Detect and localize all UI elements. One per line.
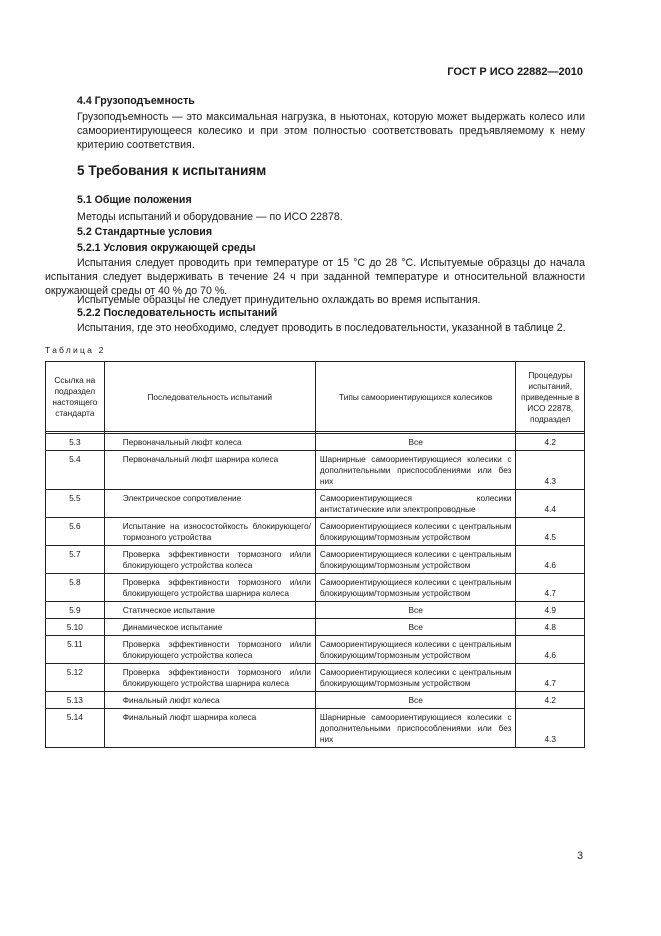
row-ref: 5.13 <box>46 692 105 709</box>
row-sequence: Электрическое сопротивление <box>104 490 315 518</box>
row-procedure: 4.2 <box>516 692 585 709</box>
section-4-4-heading: 4.4 Грузоподъемность <box>77 95 195 107</box>
row-procedure: 4.5 <box>516 518 585 546</box>
test-sequence-table <box>45 361 585 748</box>
row-procedure: 4.3 <box>516 451 585 490</box>
row-sequence: Проверка эффективности тормозного и/или блокирующего устройства колеса <box>104 636 315 664</box>
row-types: Шарнирные самоориентирующиеся колесики с дополнительными приспособлениями или без них <box>315 451 516 490</box>
row-ref: 5.14 <box>46 709 105 748</box>
row-types: Самоориентирующиеся колесики с центральным блокирующим/тормозным устройством <box>315 518 516 546</box>
row-procedure: 4.9 <box>516 602 585 619</box>
table-row <box>46 546 585 574</box>
table-row <box>46 518 585 546</box>
row-sequence: Финальный люфт шарнира колеса <box>104 709 315 748</box>
section-5-2-heading: 5.2 Стандартные условия <box>77 226 213 238</box>
table-row <box>46 490 585 518</box>
section-5-2-1-heading: 5.2.1 Условия окружающей среды <box>77 242 256 254</box>
header-sequence: Последовательность испытаний <box>104 362 315 432</box>
row-sequence: Первоначальный люфт шарнира колеса <box>104 451 315 490</box>
row-types: Самоориентирующиеся колесики с центральным блокирующим/тормозным устройством <box>315 574 516 602</box>
row-procedure: 4.7 <box>516 664 585 692</box>
table-row <box>46 619 585 636</box>
row-types: Все <box>315 602 516 619</box>
row-ref: 5.6 <box>46 518 105 546</box>
row-types: Самоориентирующиеся колесики антистатические или электропроводные <box>315 490 516 518</box>
document-header: ГОСТ Р ИСО 22882—2010 <box>447 66 583 78</box>
row-types: Все <box>315 692 516 709</box>
section-5-2-1-text: Испытания следует проводить при температуре от 15 °С до 28 °С. Испытуемые образцы до начала испытания следует выдерживать в течение 24 ч при заданной температуре и относительной влажности окружающей среды от 40 % до 70 %. <box>45 257 585 297</box>
row-ref: 5.12 <box>46 664 105 692</box>
section-5-2-2-text: Испытания, где это необходимо, следует проводить в последовательности, указанной в таблице 2. <box>77 322 566 334</box>
row-sequence: Статическое испытание <box>104 602 315 619</box>
row-types: Шарнирные самоориентирующиеся колесики с дополнительными приспособлениями или без них <box>315 709 516 748</box>
header-ref: Ссылка на подраздел настоящего стандарта <box>46 362 105 432</box>
row-ref: 5.7 <box>46 546 105 574</box>
table-row <box>46 664 585 692</box>
section-5-2-2-heading: 5.2.2 Последовательность испытаний <box>77 307 278 319</box>
row-sequence: Динамическое испытание <box>104 619 315 636</box>
row-ref: 5.11 <box>46 636 105 664</box>
table-body <box>46 434 585 748</box>
row-types: Все <box>315 619 516 636</box>
row-procedure: 4.8 <box>516 619 585 636</box>
row-procedure: 4.3 <box>516 709 585 748</box>
row-types: Все <box>315 434 516 451</box>
section-5-2-1-text-2: Испытуемые образцы не следует принудительно охлаждать во время испытания. <box>77 294 481 306</box>
table-row <box>46 574 585 602</box>
row-procedure: 4.7 <box>516 574 585 602</box>
row-sequence: Проверка эффективности тормозного и/или блокирующего устройства шарнира колеса <box>104 574 315 602</box>
section-4-4-text <box>77 110 585 152</box>
table-row <box>46 709 585 748</box>
table-header-row <box>46 362 585 432</box>
row-types: Самоориентирующиеся колесики с центральным блокирующим/тормозным устройством <box>315 636 516 664</box>
row-procedure: 4.4 <box>516 490 585 518</box>
section-5-1-heading: 5.1 Общие положения <box>77 194 192 206</box>
row-sequence: Проверка эффективности тормозного и/или блокирующего устройства колеса <box>104 546 315 574</box>
section-5-heading: 5 Требования к испытаниям <box>77 163 267 178</box>
row-sequence: Проверка эффективности тормозного и/или блокирующего устройства шарнира колеса <box>104 664 315 692</box>
header-procedure: Процедуры испытаний, приведенные в ИСО 22878, подраздел <box>516 362 585 432</box>
row-ref: 5.4 <box>46 451 105 490</box>
row-sequence: Испытание на износостойкость блокирующего/тормозного устройства <box>104 518 315 546</box>
page-number: 3 <box>577 850 583 862</box>
table-row <box>46 451 585 490</box>
table-row <box>46 692 585 709</box>
row-types: Самоориентирующиеся колесики с центральным блокирующим/тормозным устройством <box>315 664 516 692</box>
row-ref: 5.10 <box>46 619 105 636</box>
table-caption: Таблица 2 <box>45 345 106 355</box>
table-row <box>46 636 585 664</box>
row-ref: 5.3 <box>46 434 105 451</box>
row-types: Самоориентирующиеся колесики с центральным блокирующим/тормозным устройством <box>315 546 516 574</box>
section-5-1-text: Методы испытаний и оборудование — по ИСО 22878. <box>77 211 343 223</box>
table-row <box>46 602 585 619</box>
row-procedure: 4.2 <box>516 434 585 451</box>
row-procedure: 4.6 <box>516 636 585 664</box>
row-sequence: Финальный люфт колеса <box>104 692 315 709</box>
header-types: Типы самоориентирующихся колесиков <box>315 362 516 432</box>
row-ref: 5.9 <box>46 602 105 619</box>
row-sequence: Первоначальный люфт колеса <box>104 434 315 451</box>
row-procedure: 4.6 <box>516 546 585 574</box>
row-ref: 5.5 <box>46 490 105 518</box>
table-row <box>46 434 585 451</box>
section-4-4-paragraph: Грузоподъемность — это максимальная нагрузка, в ньютонах, которую может выдержать колесо или самоориентирующееся колесико и при этом полностью соответствовать предъявляемому к нему критерию соответствия. <box>77 111 585 151</box>
row-ref: 5.8 <box>46 574 105 602</box>
